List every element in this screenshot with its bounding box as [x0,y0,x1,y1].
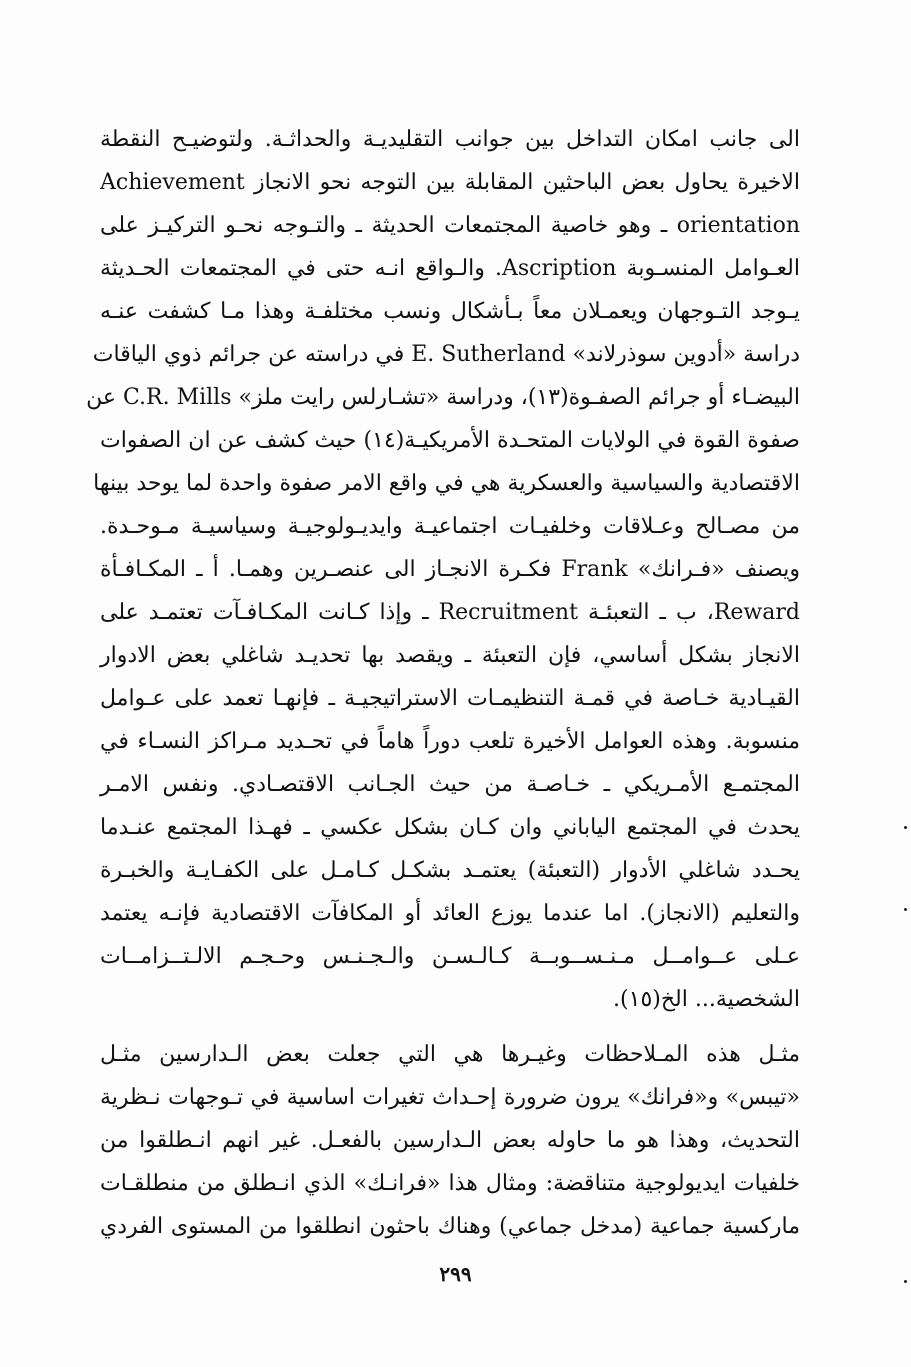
text-line: البيضـاء أو جرائم الصفـوة(١٣)، ودراسة «تشـارلس رايت ملز» C.R. Mills عن [86,385,800,410]
paragraph-2 [100,1033,800,1248]
body-text [86,118,801,1248]
text-line: يـوجد التـوجهان ويعمـلان معاً بـأشكال ونسب مختلفـة وهذا مـا كشفت عنـه [100,299,801,324]
paragraph-gap [100,1021,800,1033]
text-line: من مصـالح وعـلاقات وخلفيـات اجتماعيـة وايديـولوجيـة وسياسيـة مـوحـدة. [100,514,800,539]
text-line: «تيبس» و«فرانك» يرون ضرورة إحـداث تغيرات اساسية في تـوجهات نـظرية [100,1085,800,1110]
text-line: الشخصية... الخ(١٥). [613,987,800,1012]
text-line: الى جانب امكان التداخل بين جوانب التقليديـة والحداثـة. ولتوضيـح النقطة [100,127,800,152]
text-line: يحدث في المجتمع الياباني وان كـان بشكل عكسي ـ فهـذا المجتمع عنـدما [100,815,800,840]
text-line: مثـل هذه المـلاحظات وغيـرها هي التي جعلت بعض الـدارسين مثـل [100,1042,800,1067]
text-line: القيـادية خـاصة في قمـة التنظيمـات الاستراتيجيـة ـ فإنهـا تعمد على عـوامل [100,686,800,711]
text-line: الانجاز بشكل أساسي، فإن التعبئة ـ ويقصد بها تحديـد شاغلي بعض الادوار [100,643,800,668]
scan-mark [904,908,907,911]
text-line: دراسة «أدوين سوذرلاند» E. Sutherland في دراسته عن جرائم ذوي الياقات [92,342,800,367]
text-line: ماركسية جماعية (مدخل جماعي) وهناك باحثون انطلقوا من المستوى الفردي [100,1214,800,1239]
scan-mark [904,1280,907,1283]
text-line: الاخيرة يحاول بعض الباحثين المقابلة بين التوجه نحو الانجاز Achievement [100,170,800,195]
text-line: العـوامل المنسـوبة Ascription. والـواقع انـه حتى في المجتمعات الحـديثة [100,256,800,281]
text-line: خلفيات ايديولوجية متناقضة: ومثال هذا «فرانـك» الذي انـطلق من منطلقـات [100,1171,800,1196]
text-line: Reward، ب ـ التعبئـة Recruitment ـ وإذا كـانت المكـافـآت تعتمـد على [100,600,800,625]
text-line: الاقتصادية والسياسية والعسكرية هي في واقع الامر صفوة واحدة لما يوحد بينها [93,471,800,496]
text-line: صفوة القوة في الولايات المتحـدة الأمريكيـة(١٤) حيث كشف عن ان الصفوات [100,428,800,453]
scan-mark [904,826,907,829]
text-line: والتعليم (الانجاز). اما عندما يوزع العائد أو المكافآت الاقتصادية فإنـه يعتمد [100,901,800,926]
text-line: عـلى عــوامــل مـنـســوبــة كـالـسـن والـجـنـس وحـجـم الالـتــزامــات [100,944,800,969]
text-line: orientation ـ وهو خاصية المجتمعات الحديثة ـ والتـوجه نحـو التركيـز على [100,213,800,238]
text-line: التحديث، وهذا هو ما حاوله بعض الـدارسين بالفعـل. غير انهم انـطلقوا من [100,1128,800,1153]
text-line: المجتمـع الأمـريكي ـ خـاصـة من حيث الجـانب الاقتصـادي. ونفس الامـر [100,772,800,797]
text-line: يحـدد شاغلي الأدوار (التعبئة) يعتمـد بشكـل كـامـل على الكفـايـة والخبـرة [100,858,800,883]
text-line: منسوبة. وهذه العوامل الأخيرة تلعب دوراً هاماً في تحـديد مـراكز النسـاء في [100,729,800,754]
text-line: ويصنف «فـرانك» Frank فكـرة الانجـاز الى عنصـرين وهمـا. أ ـ المكـافـأة [100,557,800,582]
paragraph-1 [86,118,801,1021]
page-number: ٢٩٩ [439,1262,472,1286]
